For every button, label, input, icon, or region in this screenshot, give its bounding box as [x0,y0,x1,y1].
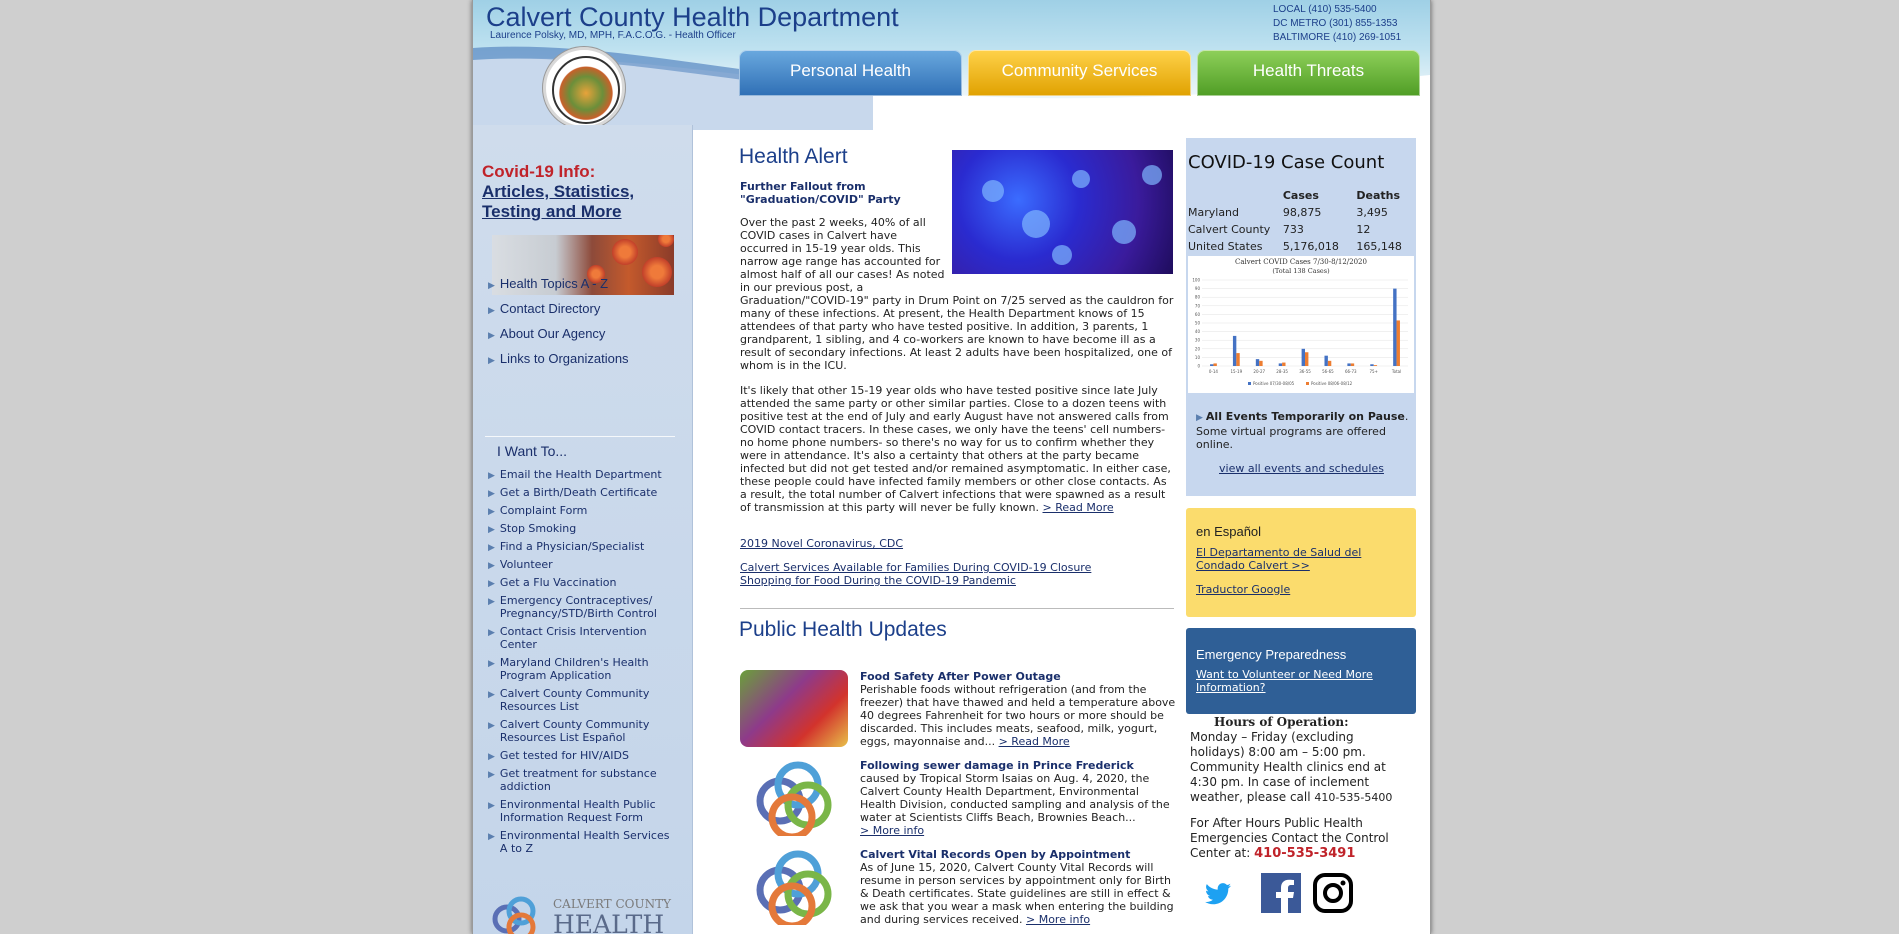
health-logo-icon[interactable] [740,759,848,836]
table-cell: Maryland [1188,206,1240,219]
updates-title: Public Health Updates [739,618,947,641]
table-cell: 3,495 [1356,206,1388,219]
divider [485,436,675,437]
update-title[interactable]: Calvert Vital Records Open by Appointment [860,848,1131,861]
table-row [1188,221,1416,238]
chart-ytick-label: 30 [1194,337,1200,343]
chart-ytick-label: 90 [1194,286,1200,292]
sidebar [473,125,693,934]
iwant-item[interactable]: ▶ Find a Physician/Specialist [488,540,645,553]
iwant-heading: I Want To... [497,443,568,459]
vegetables-thumbnail[interactable] [740,670,848,747]
table-cell: United States [1188,240,1263,253]
phone-baltimore: BALTIMORE (410) 269-1051 [1273,32,1402,43]
health-officer: Laurence Polsky, MD, MPH, F.A.C.O.G. - Health Officer [490,30,736,41]
espanol-box [1186,508,1416,617]
chart-legend-label: Positive 07/30-08/05 [1253,381,1295,386]
twitter-icon[interactable] [1205,883,1231,905]
tab-community-services[interactable]: Community Services [968,50,1191,96]
table-cell: 5,176,018 [1282,240,1339,253]
update-title[interactable]: Following sewer damage in Prince Frederick [860,759,1134,772]
instagram-icon[interactable] [1313,873,1353,913]
update-body: Perishable foods without refrigeration (and from the freezer) that have thawed and held a temperature above 40 degrees Fahrenheit for two hours or more should be discarded. This includes meats, seafood, milk, yogurt, eggs, mayonnaise and... [860,683,1176,748]
health-logo-icon[interactable] [740,848,848,925]
chart-ytick-label: 80 [1194,294,1200,300]
chart-ytick-label: 50 [1194,320,1200,326]
facebook-icon[interactable] [1261,873,1301,913]
table-cell: 12 [1356,223,1371,236]
chart-ytick-label: 0 [1197,363,1200,369]
chart-bar [1233,336,1236,366]
chart-xtick-label: 66-73 [1344,369,1357,374]
case-count-title: COVID-19 Case Count [1188,152,1385,173]
alert-paragraph: Over the past 2 weeks, 40% of all COVID cases in Calvert have occurred in 15-19 year olds. This narrow age range has accounted for almost half of all our cases! As noted in our previous post, a [740,216,945,294]
chart-bar [1236,353,1239,366]
chart-subtitle: (Total 138 Cases) [1272,267,1330,275]
chart-bar [1279,363,1282,366]
social-links [1195,871,1415,913]
emergency-title: Emergency Preparedness [1196,647,1347,662]
chart-xtick-label: 36-55 [1299,369,1311,374]
events-notice: ▶ All Events Temporarily on Pause. Some virtual programs are offered online. [1196,410,1409,451]
iwant-item[interactable]: ▶ Calvert County Community Resources List [488,687,650,713]
table-header: Deaths [1356,189,1401,202]
logo-line2: HEALTH [553,910,665,934]
chart-ytick-label: 40 [1194,329,1200,335]
covid-case-count-box [1186,138,1416,496]
chart-title: Calvert COVID Cases 7/30-8/12/2020 [1235,258,1367,266]
sidebar-item-contact-directory[interactable]: ▶ Contact Directory [488,301,601,316]
emergency-box [1186,628,1416,714]
chart-bar [1328,361,1331,366]
espanol-link[interactable]: El Departamento de Salud del Condado Calvert >> [1196,546,1362,572]
table-row [1188,204,1416,221]
espanol-title: en Español [1196,524,1262,539]
iwant-item[interactable]: ▶ Emergency Contraceptives/ Pregnancy/STD/Birth Control [488,594,657,620]
resource-links [740,561,1091,587]
google-translate-link[interactable]: Traductor Google [1196,583,1291,596]
sidebar-item-links[interactable]: ▶ Links to Organizations [488,351,629,366]
party-image [952,150,1173,274]
chart-bar [1213,363,1216,366]
chart-bar [1393,289,1396,366]
table-cell: 165,148 [1356,240,1402,253]
county-seal[interactable] [543,47,625,129]
iwant-item[interactable]: ▶ Environmental Health Public Information Request Form [488,798,656,824]
health-alert-subtitle: Further Fallout from "Graduation/COVID" Party [740,180,901,206]
page [473,0,1430,934]
table-header [1188,187,1283,204]
chart-bar [1256,359,1259,366]
health-alert-title: Health Alert [739,145,848,168]
chart-xtick-label: 20-27 [1253,369,1266,374]
hours-title: Hours of Operation: [1214,715,1349,729]
iwant-item[interactable]: ▶ Email the Health Department [488,468,662,481]
covid-info [482,162,687,222]
after-hours: For After Hours Public Health Emergencies Contact the Control Center at: 410-535-3491 [1190,816,1389,861]
iwant-item[interactable]: ▶ Get a Flu Vaccination [488,576,617,589]
update-body: caused by Tropical Storm Isaias on Aug. 4, 2020, the Calvert County Health Department, Environmental Health Division, conducted sampling and analysis of the water at Scientists Cliffs Beach, Brownies Beach... [860,772,1170,824]
iwant-item[interactable]: ▶ Contact Crisis Intervention Center [488,625,647,651]
chart-bar [1302,349,1305,366]
iwant-item[interactable]: ▶ Environmental Health Services A to Z [488,829,670,855]
covid-info-label: Covid-19 Info: [482,162,596,181]
chart-ytick-label: 10 [1194,354,1200,360]
update-more-link[interactable]: > More info [1025,913,1091,926]
chart-bar [1370,364,1373,366]
case-chart[interactable] [1188,256,1414,393]
site-title[interactable]: Calvert County Health Department [486,2,899,32]
table-header: Cases [1282,189,1319,202]
iwant-item[interactable]: ▶ Get a Birth/Death Certificate [488,486,658,499]
control-center-phone: 410-535-3491 [1254,846,1356,861]
alert-paragraph: Graduation/"COVID-19" party in Drum Point on 7/25 served as the cauldron for many of these infections. At present, the Health Department knows of 15 attendees of that party who have tested positive. In addition, 3 parents, 1 grandparent, 1 sibling, and 4 co-workers are known to have become ill as a result of secondary infections. At least 2 adults have been hospitalized, one of whom is in the ICU. [740,294,1174,372]
table-row [1188,238,1416,255]
iwant-item[interactable]: ▶ Get treatment for substance addiction [488,767,657,793]
divider [740,608,1174,609]
tab-personal-health[interactable]: Personal Health [739,50,962,96]
chart-xtick-label: 56-65 [1322,369,1334,374]
chart-legend-label: Positive 08/06-08/12 [1311,381,1353,386]
table-cell: 98,875 [1282,206,1322,219]
read-more-link[interactable]: > Read More [1042,501,1114,514]
update-body: As of June 15, 2020, Calvert County Vital Records will resume in person services by appointment only for Birth & Death certificates. State guidelines are still in effect & we ask that you wear a mask when entering the building and during services received. [860,861,1174,926]
chart-bar [1324,356,1327,366]
phone-dc: DC METRO (301) 855-1353 [1273,18,1398,29]
iwant-item[interactable]: ▶ Complaint Form [488,504,588,517]
phone-local: LOCAL (410) 535-5400 [1273,4,1377,15]
chart-ytick-label: 60 [1194,311,1200,317]
chart-bar [1282,363,1285,366]
iwant-item[interactable]: ▶ Stop Smoking [488,522,577,535]
health-department-logo[interactable] [491,893,681,934]
chart-ytick-label: 70 [1194,303,1200,309]
events-link[interactable]: view all events and schedules [1219,462,1384,475]
hours-text: Monday – Friday (excluding holidays) 8:00 am – 5:00 pm. Community Health clinics end at 4:30 pm. In case of inclement weather, please call 410-535-5400 [1190,730,1393,804]
alert-paragraph: It's likely that other 15-19 year olds who have tested positive since late July attended the same party or other similar parties. Close to a dozen teens with positive test at the end of July and early August have not answered calls from COVID contact tracers. In these cases, we only have the teens' cell numbers- no home phone numbers- so there's no way for us to confirm whether they were in attendance. It's also a certainty that others at the party became infected but did not get tested and/or remained asymptomatic. In either case, these people could have infected family members or other close contacts. As a result, the total number of Calvert infections that were spawned as a result of transmission at this party will never be fully known. > Read More [740,384,1171,514]
chart-xtick-label: 15-19 [1230,369,1243,374]
header [473,0,1430,125]
events-bold: All Events Temporarily on Pause [1205,410,1405,423]
volunteer-link[interactable]: Want to Volunteer or Need More Information? [1196,668,1373,694]
chart-xtick-label: Total [1391,369,1402,374]
chart-bar [1374,365,1377,366]
sidebar-item-health-topics[interactable]: ▶ Health Topics A - Z [488,276,609,291]
chart-bar [1347,363,1350,366]
chart-legend-swatch [1248,382,1251,385]
main-phone: 410-535-5400 [1314,791,1393,804]
table-cell: Calvert County [1188,223,1271,236]
chart-xtick-label: 28-35 [1276,369,1288,374]
update-title[interactable]: Food Safety After Power Outage [860,670,1061,683]
chart-bar [1397,320,1400,366]
case-count-table [1188,187,1416,255]
chart-ytick-label: 20 [1194,346,1200,352]
update-more-link[interactable]: > Read More [998,735,1070,748]
chart-xtick-label: 0-14 [1208,369,1218,374]
chart-bar [1210,364,1213,366]
update-more-link[interactable]: > More info [860,824,925,837]
iwant-item[interactable]: ▶ Volunteer [488,558,553,571]
services-link[interactable]: Calvert Services Available for Families During COVID-19 Closure [740,561,1092,574]
phone-numbers [1273,3,1401,45]
iwant-item[interactable]: ▶ Get tested for HIV/AIDS [488,749,629,762]
table-cell: 733 [1282,223,1304,236]
sidebar-item-about[interactable]: ▶ About Our Agency [488,326,606,341]
chart-bar [1305,352,1308,366]
logo-line1: CALVERT COUNTY [553,897,672,911]
table-header-row [1188,187,1416,204]
events-rest: . Some virtual programs are offered online. [1196,410,1409,451]
iwant-item[interactable]: ▶ Maryland Children's Health Program Application [488,656,649,682]
chart-ytick-label: 100 [1192,277,1200,283]
tab-health-threats[interactable]: Health Threats [1197,50,1420,96]
cdc-link[interactable]: 2019 Novel Coronavirus, CDC [740,537,904,550]
chart-legend-swatch [1306,382,1309,385]
covid-info-link[interactable]: Articles, Statistics, Testing and More [482,182,635,221]
chart-xtick-label: 75+ [1369,369,1378,374]
chart-bar [1351,363,1354,366]
food-shopping-link[interactable]: Shopping for Food During the COVID-19 Pandemic [740,574,1016,587]
iwant-item[interactable]: ▶ Calvert County Community Resources List Español [488,718,650,744]
chart-bar [1259,361,1262,366]
